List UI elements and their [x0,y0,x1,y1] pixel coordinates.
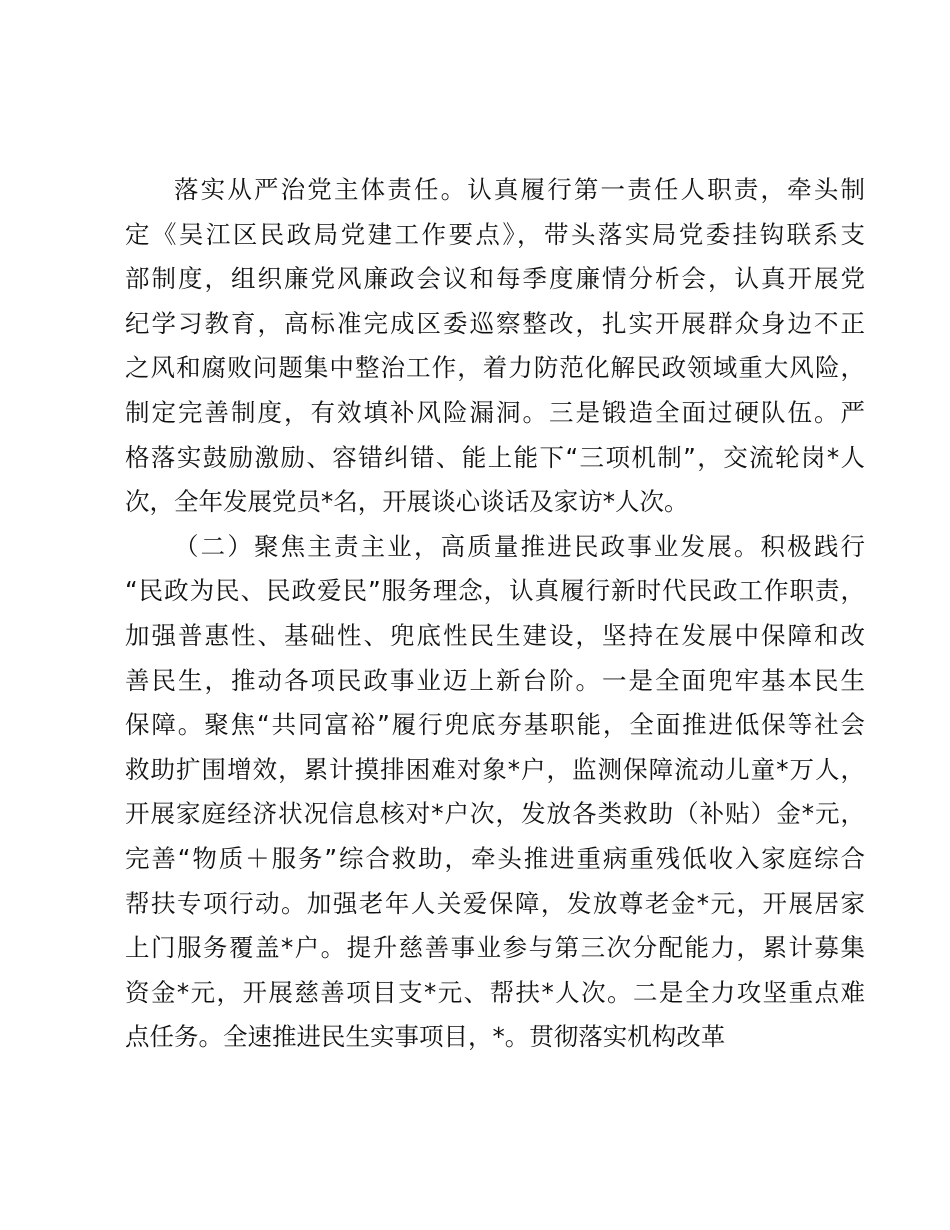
paragraph-1 [125,168,865,525]
paragraph-line: 开展家庭经济状况信息核对*户次，发放各类救助（补贴）金*元， [125,799,865,829]
paragraph-line: 帮扶专项行动。加强老年人关爱保障，发放尊老金*元，开展居家 [125,888,865,918]
paragraph-line: 加强普惠性、基础性、兜底性民生建设，坚持在发展中保障和改 [125,620,865,650]
paragraph-line: 救助扩围增效，累计摸排困难对象*户，监测保障流动儿童*万人， [125,754,865,784]
paragraph-line: 落实从严治党主体责任。认真履行第一责任人职责，牵头制 [174,175,865,204]
document-body [125,168,865,1060]
paragraph-line: 点任务。全速推进民生实事项目，*。贯彻落实机构改革 [125,1022,726,1052]
paragraph-line: 上门服务覆盖*户。提升慈善事业参与第三次分配能力，累计募集 [125,933,865,963]
paragraph-line: 之风和腐败问题集中整治工作，着力防范化解民政领域重大风险， [125,353,865,383]
paragraph-line: 次，全年发展党员*名，开展谈心谈话及家访*人次。 [125,487,689,517]
paragraph-line: 纪学习教育，高标准完成区委巡察整改，扎实开展群众身边不正 [125,308,865,338]
paragraph-line: 定《吴江区民政局党建工作要点》，带头落实局党委挂钩联系支 [125,219,865,249]
paragraph-2 [125,525,865,1060]
paragraph-line: 保障。聚焦“共同富裕”履行兜底夯基职能，全面推进低保等社会 [125,710,865,740]
paragraph-line: 完善“物质＋服务”综合救助，牵头推进重病重残低收入家庭综合 [125,843,865,873]
paragraph-line: 资金*元，开展慈善项目支*元、帮扶*人次。二是全力攻坚重点难 [125,977,865,1007]
paragraph-line: 格落实鼓励激励、容错纠错、能上能下“三项机制”，交流轮岗*人 [125,442,865,472]
paragraph-line: “民政为民、民政爱民”服务理念，认真履行新时代民政工作职责， [125,576,865,606]
paragraph-line: 善民生，推动各项民政事业迈上新台阶。一是全面兜牢基本民生 [125,665,865,695]
paragraph-line: 制定完善制度，有效填补风险漏洞。三是锻造全面过硬队伍。严 [125,397,865,427]
paragraph-line: 部制度，组织廉党风廉政会议和每季度廉情分析会，认真开展党 [125,264,865,294]
paragraph-line: （二）聚焦主责主业，高质量推进民政事业发展。积极践行 [174,531,865,561]
